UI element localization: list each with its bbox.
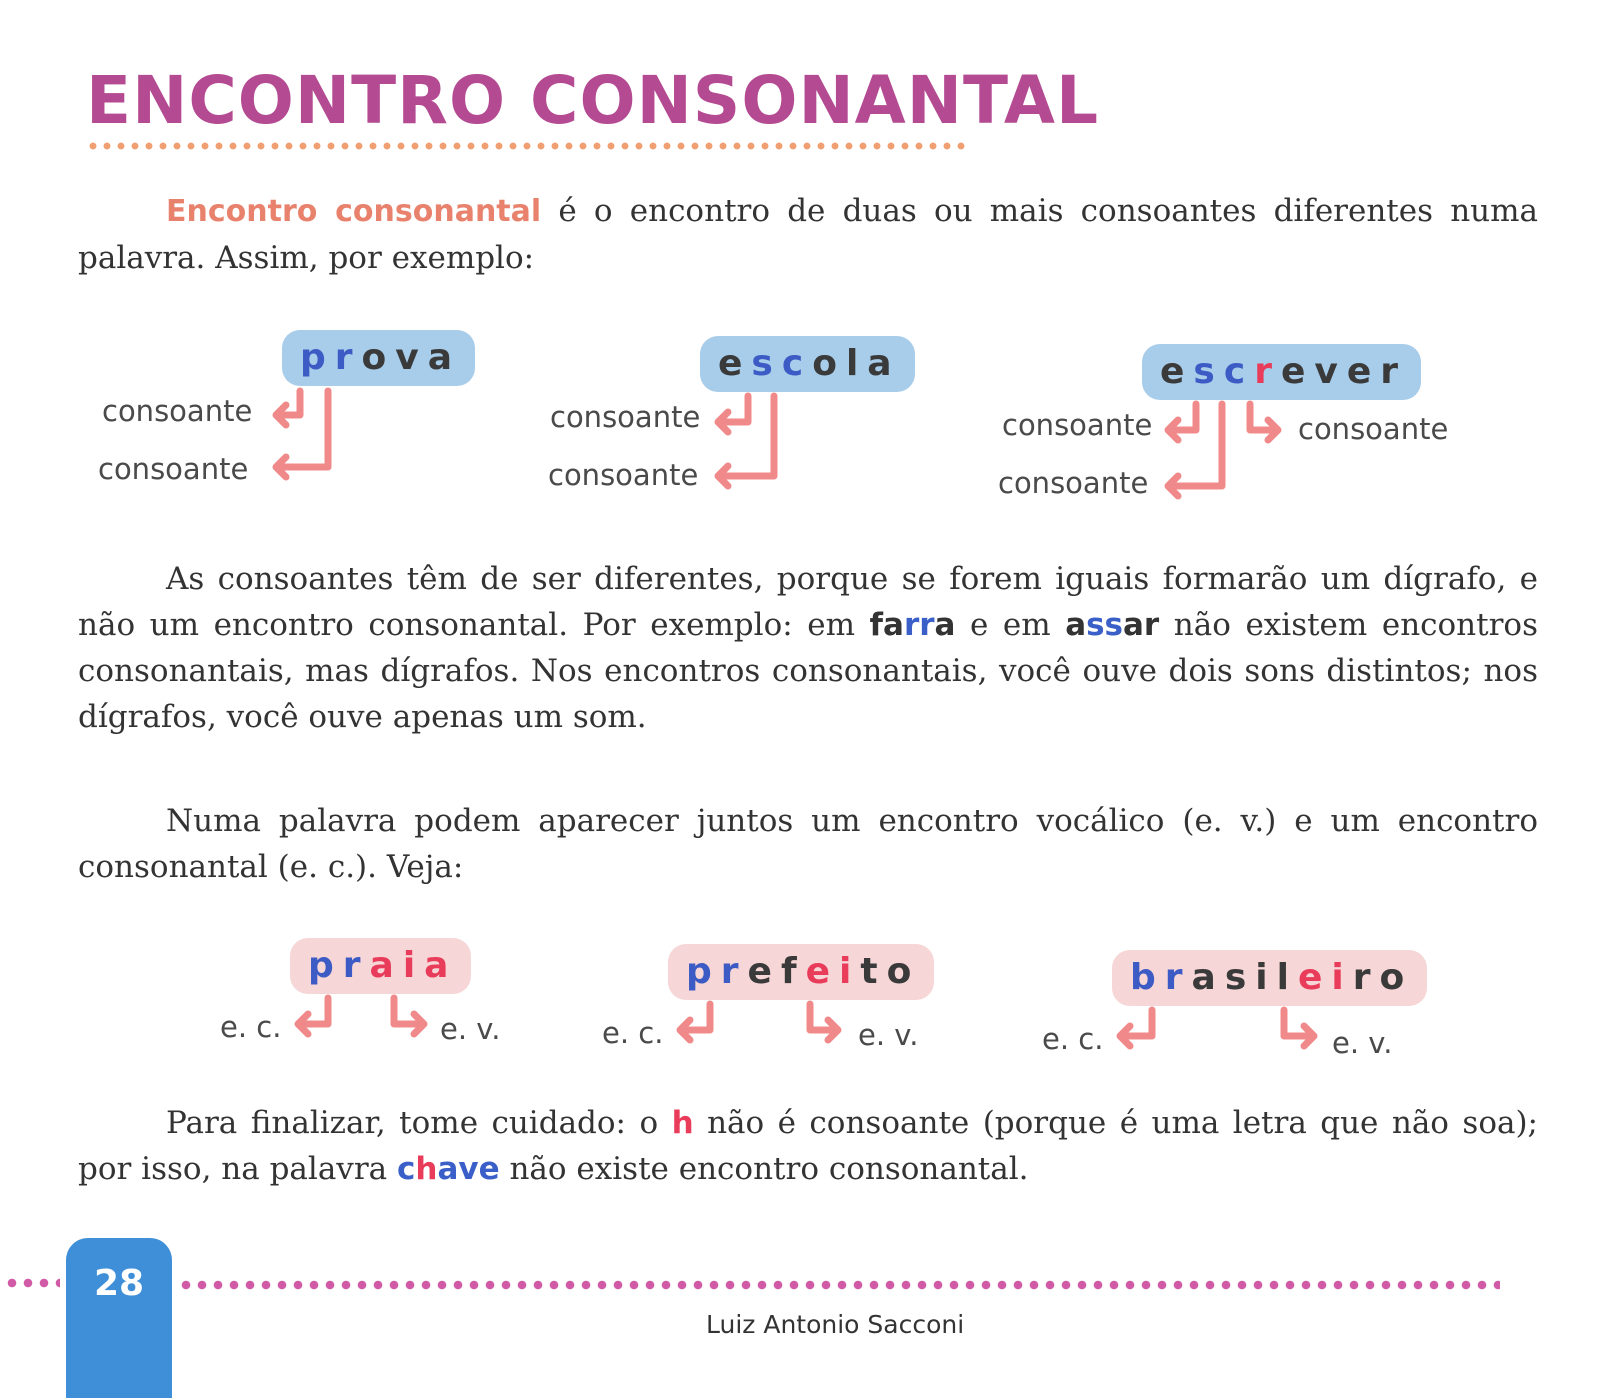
- page-title: ENCONTRO CONSONANTAL: [86, 62, 1100, 139]
- author-name: Luiz Antonio Sacconi: [706, 1310, 965, 1339]
- label-ev: e. v.: [440, 1012, 501, 1046]
- label-ev: e. v.: [858, 1018, 919, 1052]
- word-box-escrever: escrever: [1142, 344, 1421, 400]
- label-consoante: consoante: [102, 394, 253, 428]
- example-h: h: [671, 1105, 694, 1141]
- label-consoante: consoante: [550, 400, 701, 434]
- page-number-badge: 28: [66, 1238, 172, 1398]
- label-ec: e. c.: [1042, 1022, 1104, 1056]
- label-ev: e. v.: [1332, 1026, 1393, 1060]
- word-box-escola: escola: [700, 336, 915, 392]
- label-consoante: consoante: [98, 452, 249, 486]
- word-box-praia: praia: [290, 938, 471, 994]
- intro-highlight: Encontro consonantal: [166, 194, 542, 229]
- intro-paragraph: [78, 188, 1538, 281]
- example-chave: chave: [396, 1151, 500, 1187]
- mixed-intro-paragraph: Numa palavra podem aparecer juntos um encontro vocálico (e. v.) e um encontro consonantal (e. c.). Veja:: [78, 803, 1538, 885]
- footer-dots: [4, 1276, 60, 1290]
- final-paragraph: Para finalizar, tome cuidado: o h não é consoante (porque é uma letra que não soa); por isso, na palavra chave não existe encontro consonantal.: [78, 1105, 1538, 1187]
- label-ec: e. c.: [220, 1010, 282, 1044]
- label-ec: e. c.: [602, 1016, 664, 1050]
- label-consoante: consoante: [1298, 412, 1449, 446]
- word-box-prova: prova: [282, 330, 475, 386]
- label-consoante: consoante: [1002, 408, 1153, 442]
- intro-text: é o encontro de duas ou mais consoantes diferentes numa palavra. Assim, por exemplo:: [78, 193, 1539, 276]
- word-box-prefeito: prefeito: [668, 944, 934, 1000]
- word-box-brasileiro: brasileiro: [1112, 950, 1427, 1006]
- digraph-paragraph: As consoantes têm de ser diferentes, porque se forem iguais formarão um dígrafo, e não um encontro consonantal. Por exemplo: em farra e em assar não existem encontros consonantais, mas dígrafos. Nos encontros consonantais, você ouve dois sons distintos; nos dígrafos, você ouve apenas um som.: [78, 561, 1538, 735]
- example-assar: assar: [1065, 607, 1160, 643]
- label-consoante: consoante: [548, 458, 699, 492]
- arrow-icon: [1112, 1004, 1342, 1064]
- example-farra: farra: [869, 607, 956, 643]
- title-underline-dots: [86, 140, 966, 152]
- arrow-icon: [672, 998, 852, 1058]
- arrow-icon: [708, 390, 788, 490]
- arrow-icon: [1160, 398, 1290, 498]
- arrow-icon: [290, 992, 440, 1052]
- label-consoante: consoante: [998, 466, 1149, 500]
- footer-dots: [178, 1278, 1500, 1292]
- arrow-icon: [268, 385, 338, 485]
